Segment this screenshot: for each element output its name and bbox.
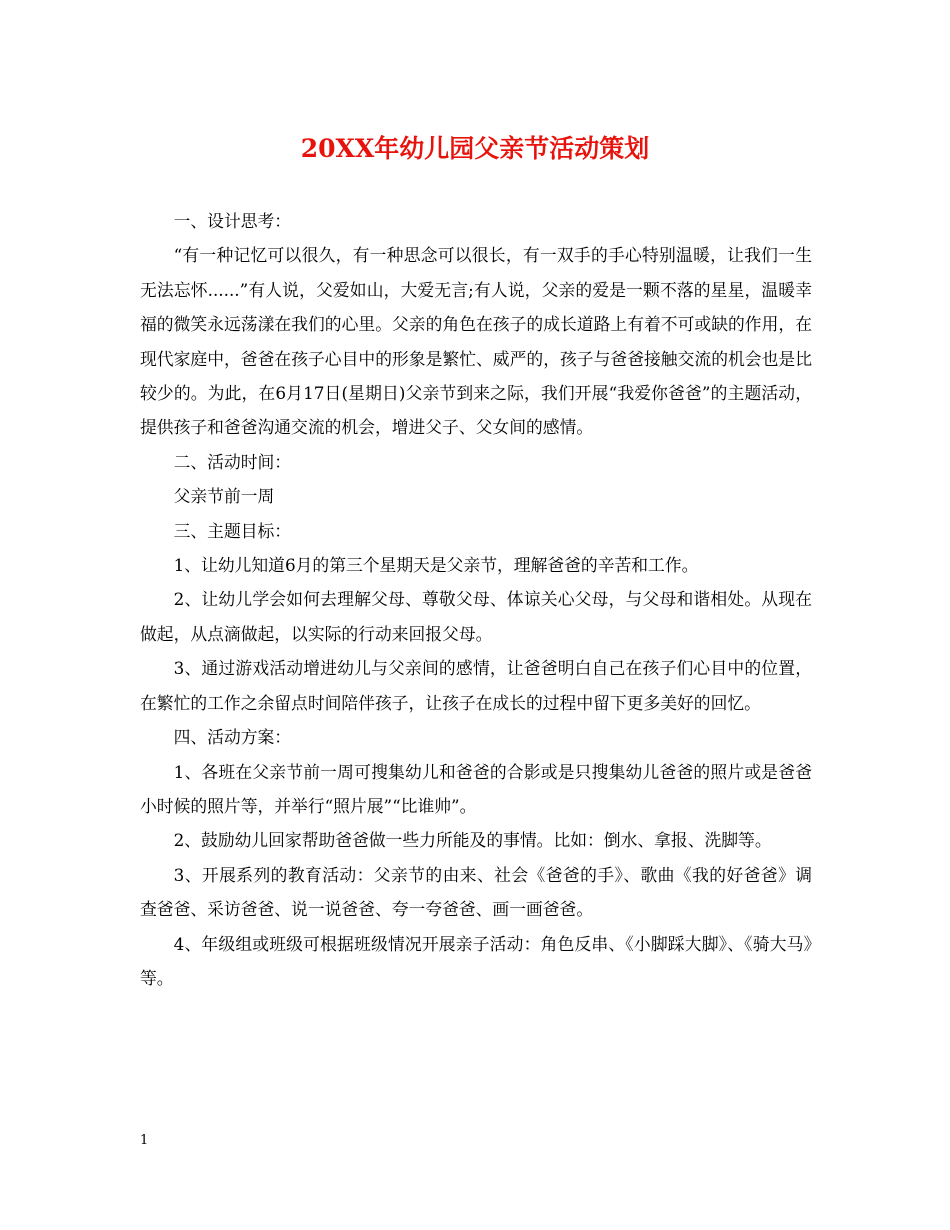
paragraph-time: 父亲节前一周 xyxy=(173,486,275,507)
document-title: 20XX年幼儿园父亲节活动策划 xyxy=(300,134,650,163)
list-item-plan-4: 4、年级组或班级可根据班级情况开展亲子活动：角色反串、《小脚踩大脚》、《骑大马》等。 xyxy=(140,933,812,988)
section-heading-plan: 四、活动方案： xyxy=(173,727,292,748)
list-item-goal-3: 3、通过游戏活动增进幼儿与父亲间的感情，让爸爸明白自己在孩子们心目中的位置，在繁忙的工作之余留点时间陪伴孩子，让孩子在成长的过程中留下更多美好的回忆。 xyxy=(140,658,812,713)
list-item-plan-1: 1、各班在父亲节前一周可搜集幼儿和爸爸的合影或是只搜集幼儿爸爸的照片或是爸爸小时候的照片等，并举行“照片展”“比谁帅”。 xyxy=(140,761,812,816)
list-item-plan-2: 2、鼓励幼儿回家帮助爸爸做一些力所能及的事情。比如：倒水、拿报、洗脚等。 xyxy=(173,830,772,851)
page-number: 1 xyxy=(140,1133,149,1148)
section-heading-time: 二、活动时间： xyxy=(173,451,292,472)
list-item-goal-1: 1、让幼儿知道6月的第三个星期天是父亲节，理解爸爸的辛苦和工作。 xyxy=(173,555,699,576)
list-item-plan-3: 3、开展系列的教育活动：父亲节的由来、社会《爸爸的手》、歌曲《我的好爸爸》调查爸爸、采访爸爸、说一说爸爸、夸一夸爸爸、画一画爸爸。 xyxy=(140,864,812,920)
section-heading-design: 一、设计思考： xyxy=(173,211,292,231)
list-item-goal-2: 2、让幼儿学会如何去理解父母、尊敬父母、体谅关心父母，与父母和谐相处。从现在做起，从点滴做起，以实际的行动来回报父母。 xyxy=(140,589,812,644)
paragraph-design-thoughts: “有一种记忆可以很久，有一种思念可以很长，有一双手的手心特别温暖，让我们一生无法忘怀......”有人说，父爱如山，大爱无言;有人说，父亲的爱是一颗不落的星星，温暖幸福的微笑永远荡漾在我们的心里。父亲的角色在孩子的成长道路上有着不可或缺的作用，在现代家庭中，爸爸在孩子心目中的形象是繁忙、威严的，孩子与爸爸接触交流的机会也是比较少的。为此，在6月17日(星期日)父亲节到来之际，我们开展“我爱你爸爸”的主题活动，提供孩子和爸爸沟通交流的机会，增进父子、父女间的感情。 xyxy=(140,245,812,438)
document-body xyxy=(140,204,812,995)
section-heading-goals: 三、主题目标： xyxy=(173,520,292,541)
